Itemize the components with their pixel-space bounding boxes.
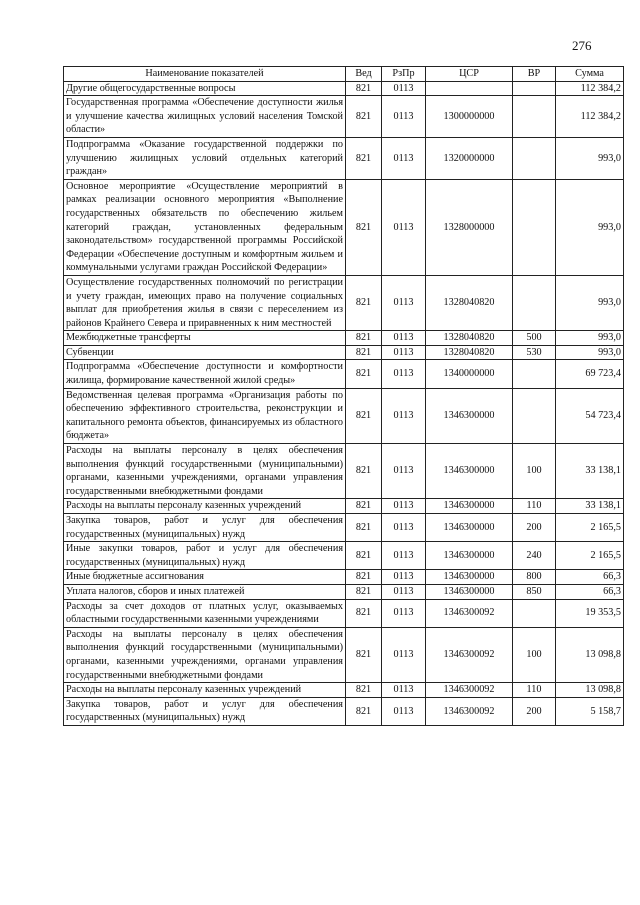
- row-sum: 33 138,1: [556, 499, 624, 514]
- row-rzpr: 0113: [382, 275, 426, 330]
- table-row: [64, 499, 624, 514]
- row-rzpr: 0113: [382, 584, 426, 599]
- row-rzpr: 0113: [382, 683, 426, 698]
- row-rzpr: 0113: [382, 570, 426, 585]
- row-vr: 100: [513, 627, 556, 682]
- row-rzpr: 0113: [382, 179, 426, 275]
- header-rzpr: РзПр: [382, 67, 426, 82]
- row-vr: [513, 179, 556, 275]
- row-csr: 1346300000: [426, 514, 513, 542]
- row-ved: 821: [346, 345, 382, 360]
- row-ved: 821: [346, 499, 382, 514]
- table-row: [64, 96, 624, 138]
- row-sum: 69 723,4: [556, 360, 624, 388]
- row-name: Расходы на выплаты персоналу казенных учреждений: [64, 499, 346, 514]
- row-ved: 821: [346, 388, 382, 443]
- row-vr: 240: [513, 542, 556, 570]
- row-sum: 13 098,8: [556, 683, 624, 698]
- row-ved: 821: [346, 584, 382, 599]
- row-ved: 821: [346, 627, 382, 682]
- header-ved: Вед: [346, 67, 382, 82]
- row-sum: 13 098,8: [556, 627, 624, 682]
- table-row: [64, 345, 624, 360]
- table-row: [64, 570, 624, 585]
- row-rzpr: 0113: [382, 81, 426, 96]
- row-csr: 1328040820: [426, 345, 513, 360]
- table-row: [64, 179, 624, 275]
- row-ved: 821: [346, 697, 382, 725]
- row-csr: 1346300000: [426, 388, 513, 443]
- row-name: Подпрограмма «Обеспечение доступности и комфортности жилища, формирование качественной жилой среды»: [64, 360, 346, 388]
- page-number: 276: [572, 38, 592, 53]
- row-name: Подпрограмма «Оказание государственной поддержки по улучшению жилищных условий отдельных категорий граждан»: [64, 137, 346, 179]
- table-row: [64, 599, 624, 627]
- row-vr: 530: [513, 345, 556, 360]
- row-rzpr: 0113: [382, 514, 426, 542]
- table-row: [64, 137, 624, 179]
- row-ved: 821: [346, 683, 382, 698]
- row-vr: 200: [513, 514, 556, 542]
- row-name: Другие общегосударственные вопросы: [64, 81, 346, 96]
- row-sum: 66,3: [556, 584, 624, 599]
- row-name: Межбюджетные трансферты: [64, 331, 346, 346]
- row-ved: 821: [346, 570, 382, 585]
- table-row: [64, 81, 624, 96]
- row-name: Государственная программа «Обеспечение доступности жилья и улучшение качества жилищных условий населения Томской области»: [64, 96, 346, 138]
- row-csr: 1340000000: [426, 360, 513, 388]
- row-rzpr: 0113: [382, 96, 426, 138]
- table-body: [64, 81, 624, 725]
- table-row: [64, 584, 624, 599]
- row-sum: 2 165,5: [556, 514, 624, 542]
- row-csr: 1346300092: [426, 683, 513, 698]
- row-name: Субвенции: [64, 345, 346, 360]
- row-vr: 100: [513, 444, 556, 499]
- row-vr: [513, 388, 556, 443]
- row-csr: [426, 81, 513, 96]
- row-csr: 1328040820: [426, 331, 513, 346]
- row-ved: 821: [346, 331, 382, 346]
- row-csr: 1346300000: [426, 444, 513, 499]
- row-csr: 1346300000: [426, 542, 513, 570]
- row-name: Иные закупки товаров, работ и услуг для обеспечения государственных (муниципальных) нужд: [64, 542, 346, 570]
- row-rzpr: 0113: [382, 137, 426, 179]
- row-rzpr: 0113: [382, 697, 426, 725]
- row-vr: [513, 137, 556, 179]
- row-rzpr: 0113: [382, 331, 426, 346]
- row-sum: 993,0: [556, 179, 624, 275]
- row-sum: 993,0: [556, 345, 624, 360]
- row-vr: 200: [513, 697, 556, 725]
- row-sum: 2 165,5: [556, 542, 624, 570]
- row-csr: 1320000000: [426, 137, 513, 179]
- row-rzpr: 0113: [382, 542, 426, 570]
- row-ved: 821: [346, 137, 382, 179]
- row-csr: 1300000000: [426, 96, 513, 138]
- row-vr: [513, 275, 556, 330]
- row-sum: 33 138,1: [556, 444, 624, 499]
- row-name: Расходы на выплаты персоналу в целях обеспечения выполнения функций государственными (муниципальными) органами, казенными учреждениями, органами управления государственными внебюджетными фондами: [64, 627, 346, 682]
- row-name: Закупка товаров, работ и услуг для обеспечения государственных (муниципальных) нужд: [64, 514, 346, 542]
- row-name: Уплата налогов, сборов и иных платежей: [64, 584, 346, 599]
- table-row: [64, 542, 624, 570]
- row-vr: 850: [513, 584, 556, 599]
- row-sum: 993,0: [556, 331, 624, 346]
- row-ved: 821: [346, 360, 382, 388]
- table-row: [64, 627, 624, 682]
- row-name: Иные бюджетные ассигнования: [64, 570, 346, 585]
- table-row: [64, 388, 624, 443]
- table-row: [64, 697, 624, 725]
- row-name: Расходы на выплаты персоналу казенных учреждений: [64, 683, 346, 698]
- row-rzpr: 0113: [382, 360, 426, 388]
- row-sum: 112 384,2: [556, 96, 624, 138]
- row-vr: 500: [513, 331, 556, 346]
- row-csr: 1346300000: [426, 499, 513, 514]
- row-sum: 19 353,5: [556, 599, 624, 627]
- row-rzpr: 0113: [382, 599, 426, 627]
- row-ved: 821: [346, 179, 382, 275]
- row-ved: 821: [346, 599, 382, 627]
- row-name: Расходы за счет доходов от платных услуг, оказываемых областными государственными казенными учреждениями: [64, 599, 346, 627]
- row-sum: 112 384,2: [556, 81, 624, 96]
- table-row: [64, 360, 624, 388]
- row-ved: 821: [346, 81, 382, 96]
- header-name: Наименование показателей: [64, 67, 346, 82]
- table-header: [64, 67, 624, 82]
- row-sum: 5 158,7: [556, 697, 624, 725]
- row-vr: 110: [513, 499, 556, 514]
- table-row: [64, 275, 624, 330]
- table-row: [64, 331, 624, 346]
- row-csr: 1346300092: [426, 627, 513, 682]
- row-rzpr: 0113: [382, 499, 426, 514]
- row-name: Ведомственная целевая программа «Организация работы по обеспечению эффективного строительства, реконструкции и капитального ремонта объектов, финансируемых из областного бюджета»: [64, 388, 346, 443]
- row-vr: [513, 81, 556, 96]
- row-csr: 1346300000: [426, 584, 513, 599]
- row-csr: 1346300092: [426, 697, 513, 725]
- row-vr: [513, 360, 556, 388]
- row-vr: 800: [513, 570, 556, 585]
- row-ved: 821: [346, 514, 382, 542]
- row-ved: 821: [346, 96, 382, 138]
- table-row: [64, 514, 624, 542]
- row-csr: 1346300092: [426, 599, 513, 627]
- row-ved: 821: [346, 444, 382, 499]
- row-rzpr: 0113: [382, 388, 426, 443]
- row-rzpr: 0113: [382, 444, 426, 499]
- row-sum: 993,0: [556, 137, 624, 179]
- row-rzpr: 0113: [382, 345, 426, 360]
- budget-table: [63, 66, 624, 726]
- row-sum: 993,0: [556, 275, 624, 330]
- row-csr: 1328000000: [426, 179, 513, 275]
- row-name: Осуществление государственных полномочий по регистрации и учету граждан, имеющих право на получение социальных выплат для приобретения жилья в связи с переселением из районов Крайнего Севера и приравненных к ним местностей: [64, 275, 346, 330]
- row-csr: 1328040820: [426, 275, 513, 330]
- row-rzpr: 0113: [382, 627, 426, 682]
- row-name: Расходы на выплаты персоналу в целях обеспечения выполнения функций государственными (муниципальными) органами, казенными учреждениями, органами управления государственными внебюджетными фондами: [64, 444, 346, 499]
- row-vr: [513, 96, 556, 138]
- row-ved: 821: [346, 542, 382, 570]
- row-name: Закупка товаров, работ и услуг для обеспечения государственных (муниципальных) нужд: [64, 697, 346, 725]
- header-csr: ЦСР: [426, 67, 513, 82]
- row-ved: 821: [346, 275, 382, 330]
- row-sum: 54 723,4: [556, 388, 624, 443]
- row-sum: 66,3: [556, 570, 624, 585]
- table-row: [64, 444, 624, 499]
- header-vr: ВР: [513, 67, 556, 82]
- row-name: Основное мероприятие «Осуществление мероприятий в рамках реализации основного мероприятия «Выполнение государственных обязательств по обеспечению жильем категорий граждан, установленных федеральным законодательством» государственной программы Российской Федерации «Обеспечение доступным и комфортным жильем и коммунальными услугами граждан Российской Федерации»: [64, 179, 346, 275]
- header-sum: Сумма: [556, 67, 624, 82]
- row-vr: [513, 599, 556, 627]
- row-vr: 110: [513, 683, 556, 698]
- row-csr: 1346300000: [426, 570, 513, 585]
- table-row: [64, 683, 624, 698]
